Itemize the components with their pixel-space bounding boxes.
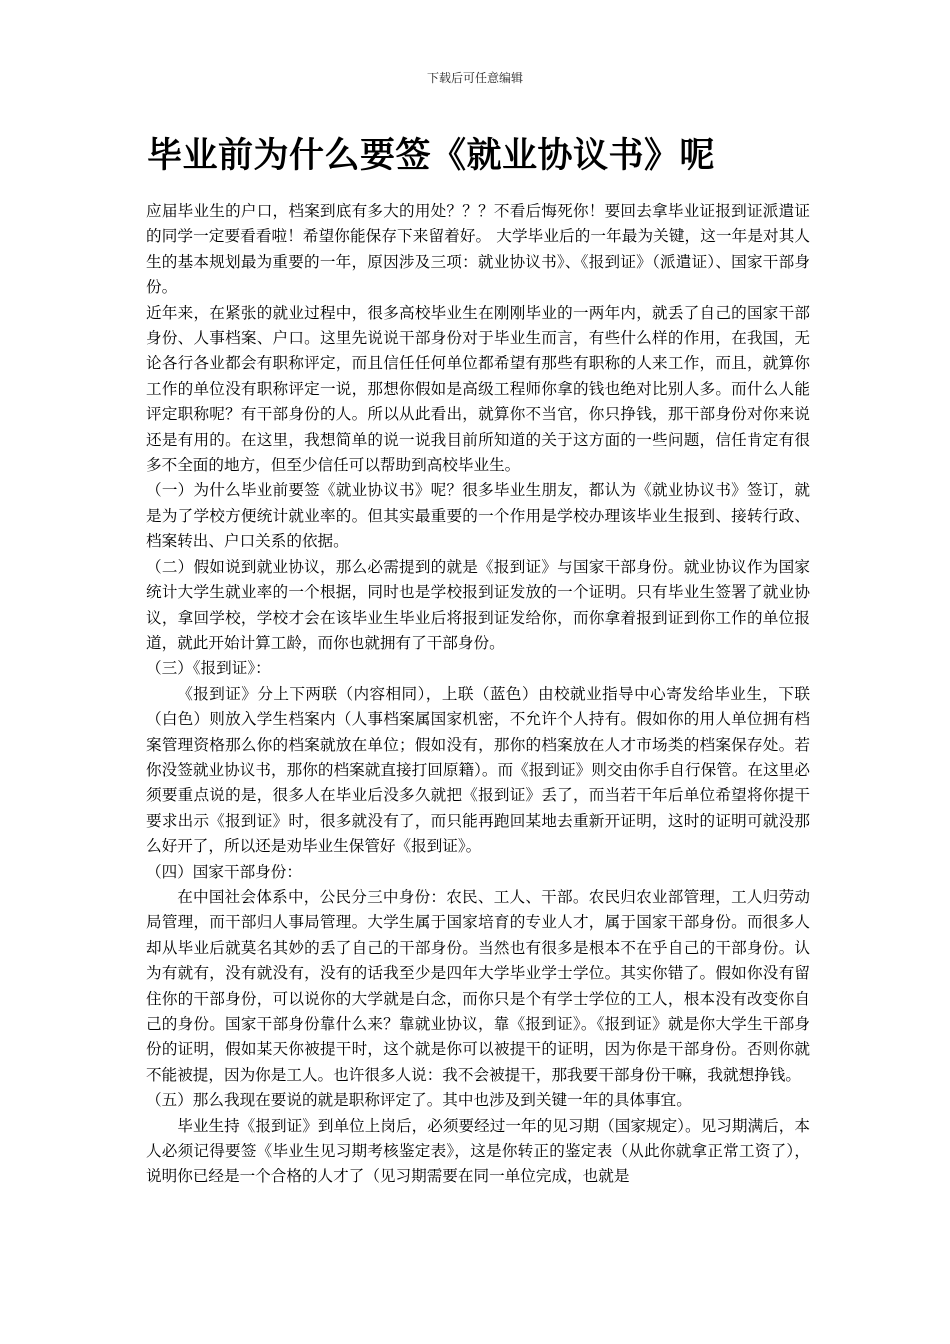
paragraph: （二）假如说到就业协议，那么必需提到的就是《报到证》与国家干部身份。就业协议作为国家统计大学生就业率的一个根据，同时也是学校报到证发放的一个证明。只有毕业生签署了就业协议，拿回学校，学校才会在该毕业生毕业后将报到证发给你，而你拿着报到证到你工作的单位报道，就此开始计算工龄，而你也就拥有了干部身份。 <box>146 557 810 652</box>
paragraph: 在中国社会体系中，公民分三中身份：农民、工人、干部。农民归农业部管理，工人归劳动局管理，而干部归人事局管理。大学生属于国家培育的专业人才，属于国家干部身份。而很多人却从毕业后就莫名其妙的丢了自己的干部身份。当然也有很多是根本不在乎自己的干部身份。认为有就有，没有就没有，没有的话我至少是四年大学毕业学士学位。其实你错了。假如你没有留住你的干部身份，可以说你的大学就是白念，而你只是个有学士学位的工人，根本没有改变你自己的身份。国家干部身份靠什么来？靠就业协议，靠《报到证》。《报到证》就是你大学生干部身份的证明，假如某天你被提干时，这个就是你可以被提干的证明，因为你是干部身份。否则你就不能被提，因为你是工人。也许很多人说：我不会被提干，那我要干部身份干嘛，我就想挣钱。 <box>146 887 810 1084</box>
paragraph: （三）《报到证》： <box>146 659 271 678</box>
paragraph: 近年来，在紧张的就业过程中，很多高校毕业生在刚刚毕业的一两年内，就丢了自己的国家干部身份、人事档案、户口。这里先说说干部身份对于毕业生而言，有些什么样的作用，在我国，无论各行各业都会有职称评定，而且信任任何单位都希望有那些有职称的人来工作，而且，就算你工作的单位没有职称评定一说，那想你假如是高级工程师你拿的钱也绝对比别人多。而什么人能评定职称呢？有干部身份的人。所以从此看出，就算你不当官，你只挣钱，那干部身份对你来说还是有用的。在这里，我想简单的说一说我目前所知道的关于这方面的一些问题，信任肯定有很多不全面的地方，但至少信任可以帮助到高校毕业生。 <box>146 303 810 475</box>
paragraph: 《报到证》分上下两联（内容相同），上联（蓝色）由校就业指导中心寄发给毕业生，下联（白色）则放入学生档案内（人事档案属国家机密，不允许个人持有。假如你的用人单位拥有档案管理资格那么你的档案就放在单位；假如没有，那你的档案放在人才市场类的档案保存处。若你没签就业协议书，那你的档案就直接打回原籍）。而《报到证》则交由你手自行保管。在这里必须要重点说的是，很多人在毕业后没多久就把《报到证》丢了，而当若干年后单位希望将你提干要求出示《报到证》时，很多就没有了，而只能再跑回某地去重新开证明，这时的证明可就没那么好开了，所以还是劝毕业生保管好《报到证》。 <box>146 684 810 856</box>
paragraph: 应届毕业生的户口，档案到底有多大的用处？？？不看后悔死你！要回去拿毕业证报到证派遣证的同学一定要看看啦！希望你能保存下来留着好。 大学毕业后的一年最为关键，这一年是对其人生的基本规划最为重要的一年，原因涉及三项：就业协议书》、《报到证》（派遣证）、国家干部身份。 <box>146 202 810 297</box>
paragraph: （一）为什么毕业前要签《就业协议书》呢？很多毕业生朋友，都认为《就业协议书》签订，就是为了学校方便统计就业率的。但其实最重要的一个作用是学校办理该毕业生报到、接转行政、档案转出、户口关系的依据。 <box>146 481 810 551</box>
page-header: 下载后可任意编辑 <box>426 71 523 85</box>
document-title: 毕业前为什么要签《就业协议书》呢 <box>147 136 716 176</box>
paragraph: （五）那么我现在要说的就是职称评定了。其中也涉及到关键一年的具体事宜。 <box>146 1091 692 1110</box>
paragraph: （四）国家干部身份： <box>146 862 302 881</box>
paragraph: 毕业生持《报到证》到单位上岗后，必须要经过一年的见习期（国家规定）。见习期满后，本人必须记得要签《毕业生见习期考核鉴定表》，这是你转正的鉴定表（从此你就拿正常工资了），说明你已经是一个合格的人才了（见习期需要在同一单位完成，也就是 <box>146 1116 810 1186</box>
document-body <box>146 199 810 1190</box>
